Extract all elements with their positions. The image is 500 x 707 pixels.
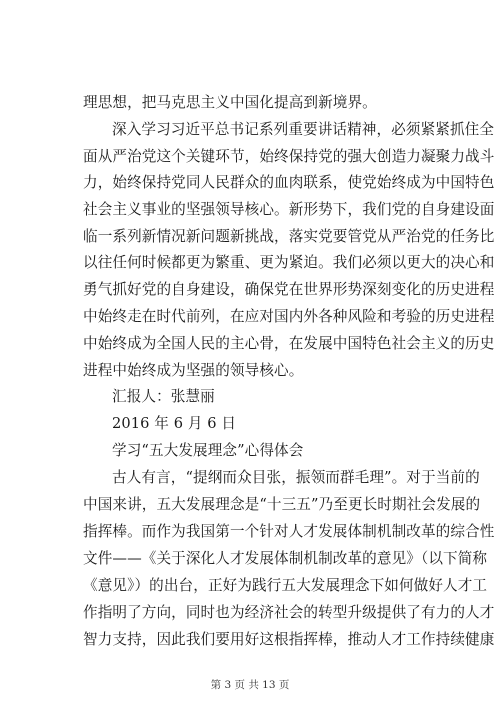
text-line: 勇气抓好党的自身建设，确保党在世界形势深刻变化的历史进程 — [83, 281, 495, 298]
text-line: 理思想，把马克思主义中国化提高到新境界。 — [83, 94, 377, 111]
text-line: 临一系列新情况新问题新挑战，落实党要管党从严治党的任务比 — [83, 228, 495, 245]
text-line: 中始终走在时代前列，在应对国内外各种风险和考验的历史进程 — [83, 308, 495, 325]
text-line: 作指明了方向，同时也为经济社会的转型升级提供了有力的人才 — [83, 604, 495, 621]
author-line: 汇报人：张慧丽 — [112, 388, 215, 405]
section-title: 学习“五大发展理念”心得体会 — [112, 442, 304, 459]
text-line: 面从严治党这个关键环节，始终保持党的强大创造力凝聚力战斗 — [83, 148, 495, 165]
text-line: 中始终成为全国人民的主心骨，在发展中国特色社会主义的历史 — [83, 335, 495, 352]
text-line: 文件——《关于深化人才发展体制机制改革的意见》（以下简称 — [83, 550, 488, 567]
page-footer: 第 3 页 共 13 页 — [210, 679, 290, 691]
text-line: 进程中始终成为坚强的领导核心。 — [83, 362, 304, 379]
text-line: 中国来讲，五大发展理念是“十三五”乃至更长时期社会发展的 — [83, 496, 481, 513]
date-line: 2016 年 6 月 6 日 — [112, 415, 237, 432]
text-line: 《意见》）的出台，正好为践行五大发展理念下如何做好人才工 — [83, 577, 488, 594]
text-line: 智力支持，因此我们要用好这根指挥棒，推动人才工作持续健康 — [83, 631, 495, 648]
text-line: 深入学习习近平总书记系列重要讲话精神，必须紧紧抓住全 — [112, 121, 495, 138]
text-line: 古人有言，“提纲而众目张，振领而群毛理”。对于当前的 — [112, 469, 480, 486]
text-line: 以往任何时候都更为繁重、更为紧迫。我们必须以更大的决心和 — [83, 254, 495, 271]
text-line: 社会主义事业的坚强领导核心。新形势下，我们党的自身建设面 — [83, 201, 495, 218]
text-line: 指挥棒。而作为我国第一个针对人才发展体制机制改革的综合性 — [83, 523, 495, 540]
text-line: 力，始终保持党同人民群众的血肉联系，使党始终成为中国特色 — [83, 174, 495, 191]
